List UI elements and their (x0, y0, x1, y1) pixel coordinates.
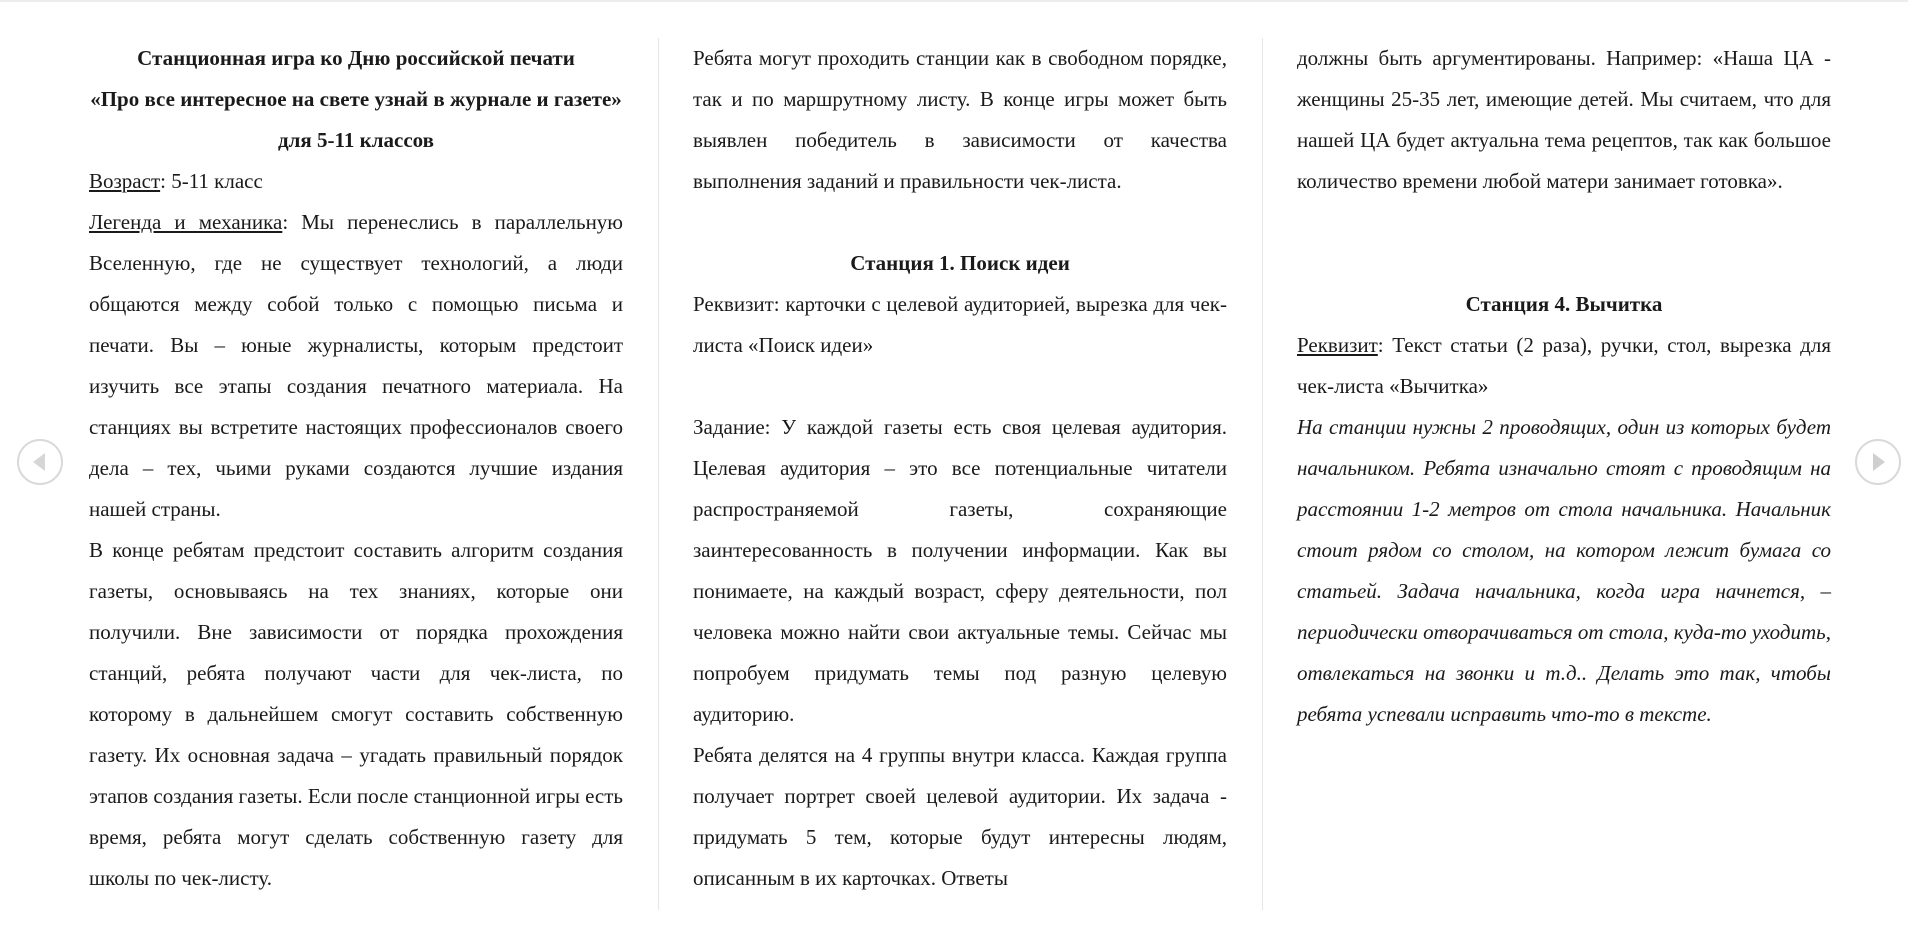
station-1-task: Задание: У каждой газеты есть своя целевая аудитория. Целевая аудитория – это все потенциальные читатели распространяемой газеты, сохраняющие заинтересованность в получении информации. Как вы понимаете, на каждый возраст, сферу деятельности, пол человека можно найти свои актуальные темы. Сейчас мы попробуем придумать темы под разную целевую аудиторию. (693, 415, 1227, 726)
legend-paragraph (89, 202, 623, 530)
props-label: Реквизит (1297, 333, 1378, 357)
page-column-1 (89, 38, 623, 899)
chevron-left-icon (19, 441, 61, 483)
age-label: Возраст (89, 169, 161, 193)
column-divider (1262, 38, 1263, 910)
ending-paragraph: В конце ребятам предстоит составить алгоритм создания газеты, основываясь на тех знаниях, которые они получили. Вне зависимости от порядка прохождения станций, ребята получают части для чек-листа, по которому в дальнейшем смогут составить собственную газету. Их основная задача – угадать правильный порядок этапов создания газеты. Если после станционной игры есть время, ребята могут сделать собственную газету для школы по чек-листу. (89, 538, 623, 890)
age-line (89, 161, 623, 202)
station-1-props: Реквизит: карточки с целевой аудиторией, вырезка для чек-листа «Поиск идеи» (693, 292, 1227, 357)
prev-page-button[interactable] (17, 439, 63, 485)
station-1-heading: Станция 1. Поиск идеи (850, 251, 1070, 275)
age-value: : 5-11 класс (160, 169, 263, 193)
page-column-3 (1297, 38, 1831, 735)
document-title: Станционная игра ко Дню российской печати «Про все интересное на свете узнай в журнале и газете» для 5-11 классов (90, 46, 622, 152)
page-column-2 (693, 38, 1227, 899)
legend-text: : Мы перенеслись в параллельную Вселенную, где не существует технологий, а люди общаются между собой только с помощью письма и печати. Вы – юные журналисты, которым предстоит изучить все этапы создания печатного материала. На станциях вы встретите настоящих профессионалов своего дела – тех, чьими руками создаются лучшие издания нашей страны. (89, 210, 623, 521)
station-4-instructions: На станции нужны 2 проводящих, один из которых будет начальником. Ребята изначально стоят с проводящим на расстоянии 1-2 метров от стола начальника. Начальник стоит рядом со столом, на котором лежит бумага со статьей. Задача начальника, когда игра начнется, – периодически отворачиваться от стола, куда-то уходить, отвлекаться на звонки и т.д.. Делать это так, чтобы ребята успевали исправить что-то в тексте. (1297, 415, 1831, 726)
chevron-right-icon (1857, 441, 1899, 483)
next-page-button[interactable] (1855, 439, 1901, 485)
props-text: : Текст статьи (2 раза), ручки, стол, вырезка для чек-листа «Вычитка» (1297, 333, 1831, 398)
station-4-props (1297, 325, 1831, 407)
station-1-groups: Ребята делятся на 4 группы внутри класса. Каждая группа получает портрет своей целевой аудитории. Их задача - придумать 5 тем, которые будут интересны людям, описанным в их карточках. Ответы (693, 743, 1227, 890)
column-divider (658, 38, 659, 910)
station-4-heading: Станция 4. Вычитка (1465, 292, 1663, 316)
intro-paragraph: Ребята могут проходить станции как в свободном порядке, так и по маршрутному листу. В конце игры может быть выявлен победитель в зависимости от качества выполнения заданий и правильности чек-листа. (693, 46, 1227, 193)
continued-paragraph: должны быть аргументированы. Например: «Наша ЦА - женщины 25-35 лет, имеющие детей. Мы считаем, что для нашей ЦА будет актуальна тема рецептов, так как большое количество времени любой матери занимает готовка». (1297, 46, 1831, 193)
legend-label: Легенда и механика (89, 210, 283, 234)
